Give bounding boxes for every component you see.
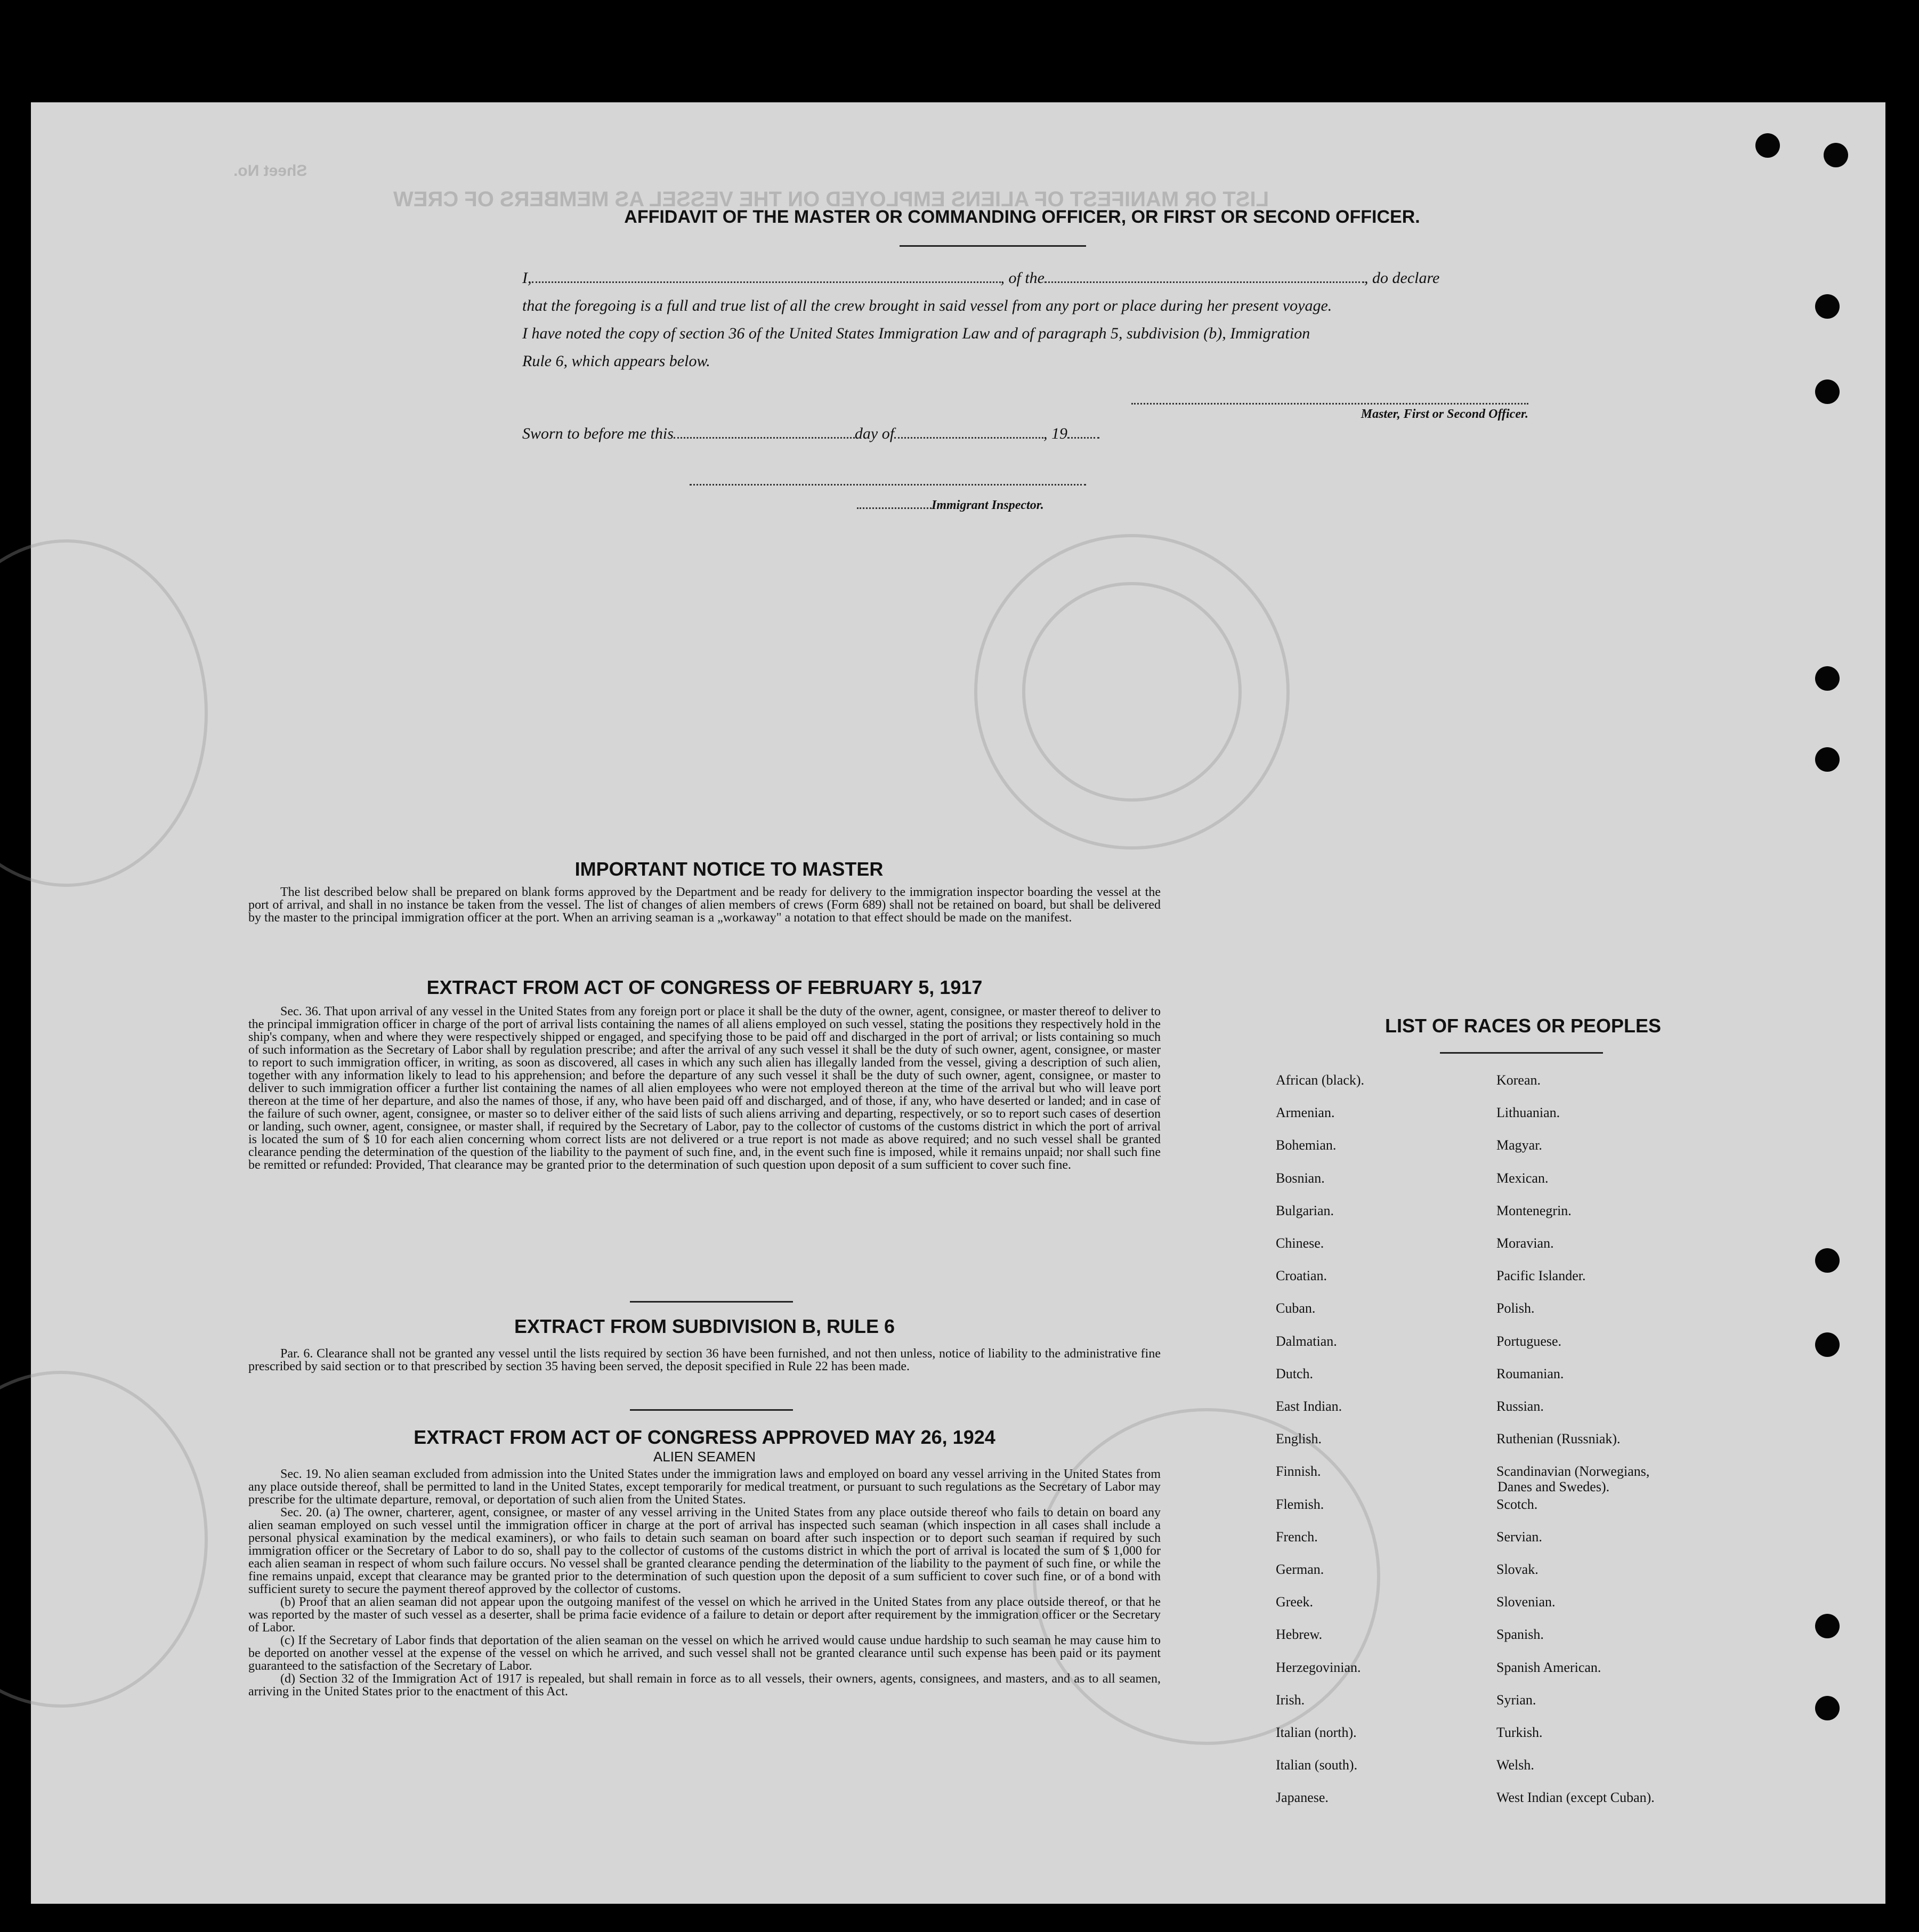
extract-1917-text xyxy=(248,1005,1161,1171)
sworn-prefix: Sworn to before me this xyxy=(522,425,674,442)
section-36-paragraph: Sec. 36. That upon arrival of any vessel in the United States from any foreign port or place it shall be the duty of the owner, agent, consignee, or master thereof to deliver to the principal immigration officer in charge of the port of arrival lists containing the names of all aliens employed on such vessel, stating the positions they respectively hold in the ship's company, when and where they were respectively shipped or engaged, and specifying those to be paid off and discharged in the port of arrival; or lists containing so much of such information as the Secretary of Labor shall by regulation prescribe; and after the arrival of any such vessel it shall be the duty of such owner, agent, consignee, or master to report to such immigration officer, in writing, as soon as discovered, all cases in which any such alien has illegally landed from the vessel, giving a description of such alien, together with any information likely to lead to his apprehension; and before the departure of any such vessel it shall be the duty of such owner, agent, consignee, or master to deliver to such immigration officer a further list containing the names of all alien employees who were not employed thereon at the time of the arrival but who will leave port thereon at the time of her departure, and also the names of those, if any, who have been paid off and discharged, and of those, if any, who have deserted or landed; and in case of the failure of such owner, agent, consignee, or master so to deliver either of the said lists of such aliens arriving and departing, respectively, or so to report such cases of desertion or landing, such owner, agent, consignee, or master shall, if required by the Secretary of Labor, pay to the collector of customs of the customs district in which the port of arrival is located the sum of $ 10 for each alien concerning whom correct lists are not delivered or a true report is not made as above required; and no such vessel shall be granted clearance pending the determination of the question of the liability to the payment of such fine, and, in the event such fine is imposed, while it remains unpaid; nor shall such fine be remitted or refunded: Provided, That clearance may be granted prior to the determination of such question upon deposit of a sum sufficient to cover such fine. xyxy=(248,1005,1161,1172)
race-item: Magyar. xyxy=(1496,1137,1542,1153)
race-item: Spanish American. xyxy=(1496,1659,1601,1675)
inspector-line xyxy=(857,497,1044,513)
inspector-field[interactable] xyxy=(857,497,932,509)
race-item: Flemish. xyxy=(1276,1496,1324,1512)
race-item: Bosnian. xyxy=(1276,1170,1325,1186)
race-item: Bulgarian. xyxy=(1276,1202,1334,1218)
race-item: Herzegovinian. xyxy=(1276,1659,1361,1675)
punch-hole xyxy=(1815,1614,1840,1638)
race-item: Portuguese. xyxy=(1496,1333,1562,1349)
faint-stamp-lower-left xyxy=(0,1371,208,1708)
document-page xyxy=(31,102,1885,1904)
punch-hole xyxy=(1755,133,1780,158)
punch-hole xyxy=(1815,1332,1840,1357)
sworn-day-field[interactable] xyxy=(674,426,855,439)
section-divider xyxy=(630,1409,793,1411)
race-item: Pacific Islander. xyxy=(1496,1268,1586,1284)
inspector-signature-line xyxy=(690,484,1086,486)
race-item: Korean. xyxy=(1496,1072,1541,1088)
races-title-rule xyxy=(1440,1052,1603,1054)
race-item: Irish. xyxy=(1276,1692,1305,1708)
races-title: LIST OF RACES OR PEOPLES xyxy=(1384,1015,1662,1037)
year-prefix: , 19 xyxy=(1043,425,1068,442)
faint-stamp-center-inner xyxy=(1022,582,1242,802)
race-item: Cuban. xyxy=(1276,1300,1316,1316)
punch-hole xyxy=(1815,666,1840,691)
notice-title: IMPORTANT NOTICE TO MASTER xyxy=(574,858,884,880)
affidavit-title: AFFIDAVIT OF THE MASTER OR COMMANDING OFFICER, OR FIRST OR SECOND OFFICER. xyxy=(624,207,1420,227)
faint-stamp-left xyxy=(0,539,208,887)
race-item: Turkish. xyxy=(1496,1725,1543,1740)
race-item: Lithuanian. xyxy=(1496,1105,1560,1121)
day-of-label: day of xyxy=(854,425,895,442)
bleedthrough-manifest-title: LIST OR MANIFEST OF ALIENS EMPLOYED ON THE VESSEL AS MEMBERS OF CREW xyxy=(393,188,1269,211)
extract-1924-text xyxy=(248,1468,1161,1698)
race-item: Russian. xyxy=(1496,1399,1544,1414)
inspector-caption: Immigrant Inspector. xyxy=(932,498,1044,512)
extract-1917-title: EXTRACT FROM ACT OF CONGRESS OF FEBRUARY 5, 1917 xyxy=(426,976,983,998)
rule6-text xyxy=(248,1347,1161,1373)
punch-hole xyxy=(1824,143,1848,167)
sec-20c-paragraph: (c) If the Secretary of Labor finds that deportation of the alien seaman on the vessel on which he arrived would cause undue hardship to such seaman he may cause him to be deported on another vessel at the expense of the vessel on which he arrived, and such vessel shall not be granted clearance until such expense has been paid or its payment guaranteed to the satisfaction of the Secretary of Labor. xyxy=(248,1634,1161,1673)
of-the-label: , of the xyxy=(1000,269,1044,287)
extract-1924-title: EXTRACT FROM ACT OF CONGRESS APPROVED MAY 26, 1924 xyxy=(414,1426,995,1448)
race-item: Chinese. xyxy=(1276,1235,1324,1251)
race-item: Armenian. xyxy=(1276,1105,1335,1121)
title-rule xyxy=(900,245,1086,247)
race-item: Dalmatian. xyxy=(1276,1333,1337,1349)
race-item: German. xyxy=(1276,1562,1324,1577)
sworn-line xyxy=(522,420,1268,448)
race-item: Croatian. xyxy=(1276,1268,1327,1284)
race-item: Japanese. xyxy=(1276,1790,1329,1806)
sec-20d-paragraph: (d) Section 32 of the Immigration Act of 1917 is repealed, but shall remain in force as to all vessels, their owners, agents, consignees, and masters, and as to all seamen, arriving in the United States prior to the enactment of this Act. xyxy=(248,1672,1161,1699)
race-item: Hebrew. xyxy=(1276,1627,1323,1643)
race-item: Scandinavian (Norwegians, xyxy=(1496,1464,1650,1480)
notice-text xyxy=(248,886,1161,924)
race-item: Polish. xyxy=(1496,1300,1535,1316)
race-item: African (black). xyxy=(1276,1072,1365,1088)
race-item-cont: Danes and Swedes). xyxy=(1497,1479,1610,1494)
sec-20b-paragraph: (b) Proof that an alien seaman did not appear upon the outgoing manifest of the vessel on which he arrived in the United States from any place outside thereof, or that he was reported by the master of such vessel as a deserter, shall be prima facie evidence of a failure to detain or deport after requirement by the immigration officer or the Secretary of Labor. xyxy=(248,1595,1161,1635)
par-6-paragraph: Par. 6. Clearance shall not be granted any vessel until the lists required by section 36 have been furnished, and not then unless, notice of liability to the administrative fine prescribed by said section or to that prescribed by section 35 having been served, the deposit specified in Rule 22 has been made. xyxy=(248,1347,1161,1373)
race-item: Servian. xyxy=(1496,1529,1542,1545)
race-item: Greek. xyxy=(1276,1594,1314,1610)
affidavit-line1 xyxy=(522,264,1535,292)
vessel-field[interactable] xyxy=(1044,271,1364,283)
race-item: Welsh. xyxy=(1496,1757,1534,1773)
race-item: Italian (south). xyxy=(1276,1757,1358,1773)
punch-hole xyxy=(1815,1248,1840,1273)
i-label: I, xyxy=(522,269,532,287)
race-item: Syrian. xyxy=(1496,1692,1536,1708)
race-item: Montenegrin. xyxy=(1496,1202,1572,1218)
punch-hole xyxy=(1815,747,1840,772)
race-item: East Indian. xyxy=(1276,1399,1342,1414)
race-item: Dutch. xyxy=(1276,1365,1314,1381)
signature-line xyxy=(1131,403,1528,405)
punch-hole xyxy=(1815,1696,1840,1720)
race-item: Roumanian. xyxy=(1496,1365,1564,1381)
race-item: Bohemian. xyxy=(1276,1137,1337,1153)
race-item: Finnish. xyxy=(1276,1464,1321,1480)
punch-hole xyxy=(1815,294,1840,319)
race-item: French. xyxy=(1276,1529,1318,1545)
punch-hole xyxy=(1815,379,1840,404)
race-item: Spanish. xyxy=(1496,1627,1544,1643)
race-item: West Indian (except Cuban). xyxy=(1496,1790,1655,1806)
sec-20a-paragraph: Sec. 20. (a) The owner, charterer, agent, consignee, or master of any vessel arriving in the United States from any place outside thereof who fails to detain on board any alien seaman employed on such vessel until the immigration officer in charge at the port of arrival has inspected such seaman (which inspection in all cases shall include a personal physical examination by the medical examiners), or who fails to detain such seaman on board after such inspection or to deport such seaman if required by such immigration officer or the Secretary of Labor to do so, shall pay to the collector of customs of the customs district in which the port of arrival is located the sum of $ 1,000 for each alien seaman in respect of whom such failure occurs. No vessel shall be granted clearance pending the determination of the liability to the payment of such fine, or while the fine remains unpaid, except that clearance may be granted prior to the determination of such question upon the deposit of a sum sufficient to cover such fine, or of a bond with sufficient surety to secure the payment thereof approved by the collector of customs. xyxy=(248,1506,1161,1596)
sworn-month-field[interactable] xyxy=(894,426,1043,439)
section-divider xyxy=(630,1301,793,1303)
race-item: Mexican. xyxy=(1496,1170,1549,1186)
race-item: Slovak. xyxy=(1496,1562,1539,1577)
bleedthrough-sheet-no: Sheet No. xyxy=(233,162,307,180)
signature-caption: Master, First or Second Officer. xyxy=(1361,407,1528,421)
rule6-title: EXTRACT FROM SUBDIVISION B, RULE 6 xyxy=(514,1315,895,1337)
affidavit-line2: that the foregoing is a full and true list of all the crew brought in said vessel from any port or place during her present voyage. xyxy=(522,297,1332,314)
sec-19-paragraph: Sec. 19. No alien seaman excluded from admission into the United States under the immigration laws and employed on board any vessel arriving in the United States from any place outside thereof, shall be permitted to land in the United States, except temporarily for medical treatment, or pursuant to such regulations as the Secretary of Labor may prescribe for the ultimate departure, removal, or deportation of such alien from the United States. xyxy=(248,1467,1161,1507)
sworn-year-field[interactable] xyxy=(1067,426,1099,439)
extract-1924-subtitle: ALIEN SEAMEN xyxy=(653,1449,756,1465)
race-item: Moravian. xyxy=(1496,1235,1554,1251)
race-item: Italian (north). xyxy=(1276,1725,1357,1740)
race-item: Ruthenian (Russniak). xyxy=(1496,1431,1621,1447)
affidavit-line3: I have noted the copy of section 36 of the United States Immigration Law and of paragraph 5, subdivision (b), Immigration xyxy=(522,325,1310,342)
race-item: Slovenian. xyxy=(1496,1594,1556,1610)
notice-paragraph: The list described below shall be prepared on blank forms approved by the Department and be ready for delivery to the immigration inspector boarding the vessel at the port of arrival, and shall in no instance be taken from the vessel. The list of changes of alien members of crews (Form 689) shall not be retained on board, but shall be delivered by the master to the principal immigration officer at the port. When an arriving seaman is a „workaway" a notation to that effect should be made on the manifest. xyxy=(248,885,1161,925)
race-item: Scotch. xyxy=(1496,1496,1538,1512)
name-field[interactable] xyxy=(532,271,1001,283)
affidavit-line4: Rule 6, which appears below. xyxy=(522,352,710,370)
race-item: English. xyxy=(1276,1431,1322,1447)
do-declare-label: , do declare xyxy=(1364,269,1440,287)
